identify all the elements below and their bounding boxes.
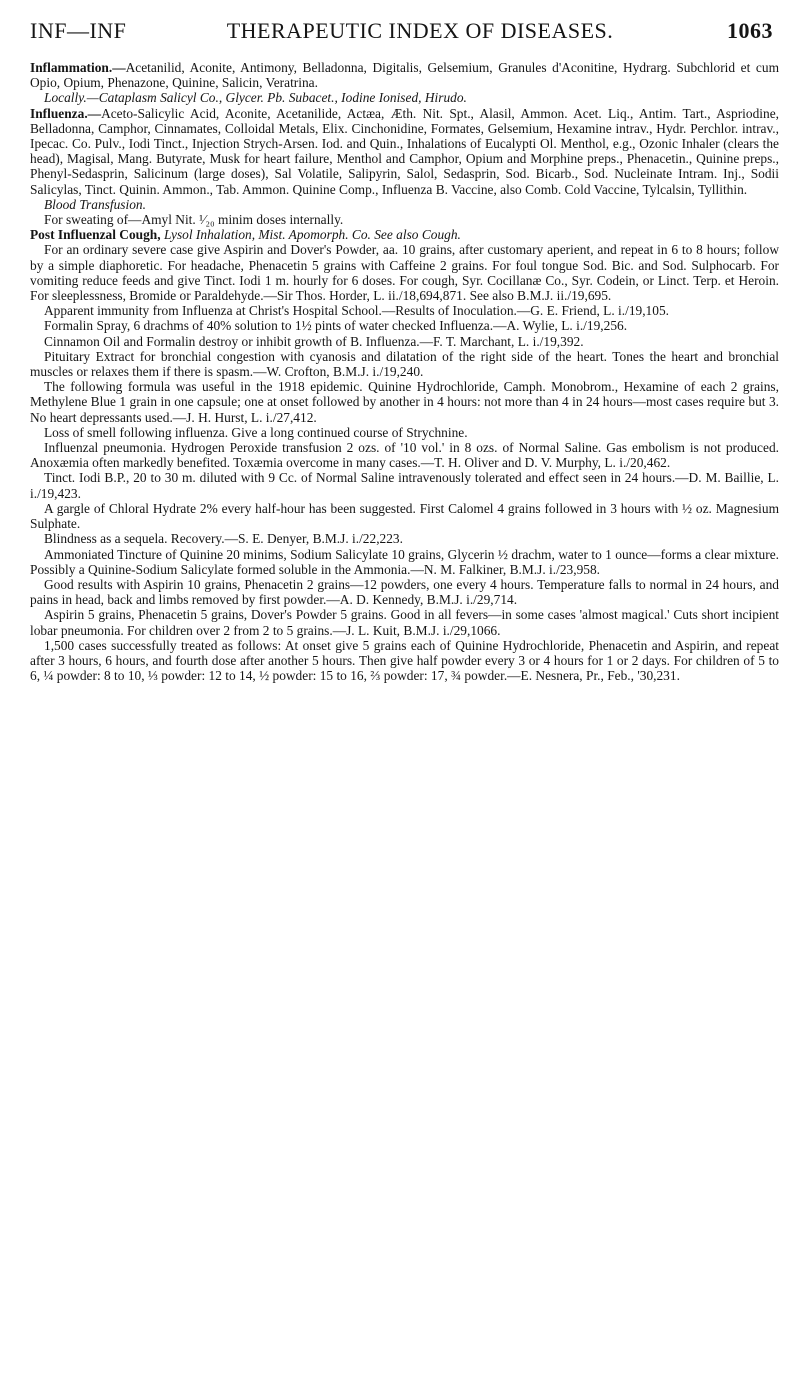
entry-sweating bbox=[30, 212, 779, 227]
entry-paragraph: Tinct. Iodi B.P., 20 to 30 m. diluted with 9 Cc. of Normal Saline intravenously tolerated and effect seen in 24 hours.—D. M. Baillie, L. i./19,423. bbox=[30, 470, 779, 501]
entry-locally bbox=[30, 90, 779, 105]
entry-lead: Locally.— bbox=[44, 90, 99, 106]
entry-paragraph: Formalin Spray, 6 drachms of 40% solution to 1½ pints of water checked Influenza.—A. Wylie, L. i./19,256. bbox=[44, 318, 628, 334]
running-head-title: THERAPEUTIC INDEX OF DISEASES. bbox=[226, 18, 614, 43]
entry-blood-transfusion bbox=[30, 197, 779, 212]
entry-paragraph: For an ordinary severe case give Aspirin and Dover's Powder, aa. 10 grains, after customary aperient, and repeat in 6 to 8 hours; follow by a simple diaphoretic. For headache, Phenacetin 5 grains with Caffeine 2 grains. For foul tongue Sod. Bic. and Sod. Sulphocarb. For vomiting reduce feeds and give Tinct. Iodi 1 m. hourly for 6 doses. For cough, Syr. Cocillanæ Co., Syr. Codein, or Linct. Terp. et Heroin. For sleeplessness, Bromide or Paraldehyde.—Sir Thos. Horder, L. ii./18,694,871. See also B.M.J. ii./19,695. bbox=[30, 242, 779, 304]
page-number: 1063 bbox=[727, 18, 773, 43]
entry-paragraph: Good results with Aspirin 10 grains, Phenacetin 2 grains—12 powders, one every 4 hours. Temperature falls to normal in 24 hours, and pains in head, back and limbs removed by first powder.—A. D. Kennedy, B.M.J. i./29,714. bbox=[30, 576, 779, 608]
entry-paragraph: A gargle of Chloral Hydrate 2% every half-hour has been suggested. First Calomel 4 grains followed in 3 hours with ½ oz. Magnesium Sulphate. bbox=[30, 500, 779, 532]
entry-text: Aceto-Salicylic Acid, Aconite, Acetanilide, Actæa, Æth. Nit. Spt., Alasil, Ammon. Acet. Liq., Antim. Tart., Aspriodine, Belladonna, Camphor, Cinnamates, Colloidal Metals, Elix. Cinchonidine, Formates, Gelsemium, Hexamine intrav., Hydr. Perchlor. intrav., Ipecac. Co. Pulv., Iodi Tinct., Injection Strych-Arsen. Iod. and Quin., Inhalations of Eucalypti Ol. Menthol, e.g., Ozonic Inhaler (clears the head), Magisal, Mang. Butyrate, Musk for heart failure, Menthol and Camphor, Opium and Morphine preps., Phenacetin., Quinine preps., Phenyl-Sedasprin, Salicinum (large doses), Sal Volatile, Salipyrin, Salol, Sedasprin, Sod. Bicarb., Sod. Nucleinate Intram. Inj., Sodii Salicylas, Tinct. Quinin. Ammon., Tab. Ammon. Quinine Comp., Influenza B. Vaccine, also Comb. Cold Vaccine, Tylcalsin, Tyllithin. bbox=[30, 105, 779, 197]
entry-lead: Blood Transfusion. bbox=[44, 196, 146, 212]
running-head bbox=[30, 18, 779, 48]
entry-paragraph: Influenzal pneumonia. Hydrogen Peroxide transfusion 2 ozs. of '10 vol.' in 8 ozs. of Normal Saline. Gas embolism is not produced. Anoxæmia often markedly benefited. Toxæmia overcome in many cases.—T. H. Oliver and D. V. Murphy, L. i./20,462. bbox=[30, 440, 779, 471]
index-body bbox=[30, 60, 779, 683]
entry-text: Acetanilid, Aconite, Antimony, Belladonna, Digitalis, Gelsemium, Granules d'Aconitine, Hydrarg. Subchlorid et cum Opio, Opium, Phenazone, Quinine, Salicin, Veratrina. bbox=[30, 60, 779, 91]
entry-paragraph: Apparent immunity from Influenza at Christ's Hospital School.—Results of Inoculation.—G. E. Friend, L. i./19,105. bbox=[44, 303, 669, 319]
entry-paragraph: Cinnamon Oil and Formalin destroy or inhibit growth of B. Influenza.—F. T. Marchant, L. i./19,392. bbox=[44, 333, 584, 349]
entry-paragraph: Blindness as a sequela. Recovery.—S. E. Denyer, B.M.J. i./22,223. bbox=[44, 531, 403, 547]
entry-post-influenzal-cough bbox=[30, 227, 779, 242]
entry-paragraph: Aspirin 5 grains, Phenacetin 5 grains, Dover's Powder 5 grains. Good in all fevers—in some cases 'almost magical.' Cuts short incipient lobar pneumonia. For children over 2 from 2 to 5 grains.—J. L. Kuit, B.M.J. i./29,1066. bbox=[30, 607, 779, 638]
entry-influenza bbox=[30, 106, 779, 197]
running-head-left: INF—INF bbox=[30, 18, 127, 43]
entry-paragraph: Pituitary Extract for bronchial congestion with cyanosis and dilatation of the right side of the heart. Tones the heart and bronchial muscles or relaxes them if there is spasm.—W. Crofton, B.M.J. i./19,240. bbox=[30, 348, 779, 380]
entry-paragraph: 1,500 cases successfully treated as follows: At onset give 5 grains each of Quinine Hydrochloride, Phenacetin and Aspirin, and repeat after 3 hours, 6 hours, and fourth dose after another 5 hours. Then give half powder every 3 or 4 hours for 1 or 2 days. For children of 5 to 6, ¼ powder: 8 to 10, ⅓ powder: 12 to 14, ½ powder: 15 to 16, ⅔ powder: 17, ¾ powder.—E. Nesnera, Pr., Feb., '30,231. bbox=[30, 637, 779, 684]
entry-heading: Post Influenzal Cough, bbox=[30, 227, 161, 243]
entry-paragraph: Loss of smell following influenza. Give a long continued course of Strychnine. bbox=[44, 424, 468, 440]
entry-text: Lysol Inhalation, Mist. Apomorph. Co. See also Cough. bbox=[163, 227, 461, 243]
entry-text: For sweating of—Amyl Nit. ¹⁄₂₀ minim doses internally. bbox=[44, 212, 344, 228]
entry-heading: Influenza.— bbox=[30, 105, 102, 121]
entry-paragraph: The following formula was useful in the 1918 epidemic. Quinine Hydrochloride, Camph. Monobrom., Hexamine of each 2 grains, Methylene Blue 1 grain in one capsule; one at onset followed by another in 4 hours: not more than 4 in 24 hours—most cases require but 3. No heart depressants used.—J. H. Hurst, L. i./27,412. bbox=[30, 379, 779, 425]
entry-paragraph: Ammoniated Tincture of Quinine 20 minims, Sodium Salicylate 10 grains, Glycerin ½ drachm, water to 1 ounce—forms a clear mixture. Possibly a Quinine-Sodium Salicylate formed soluble in the Ammonia.—N. M. Falkiner, B.M.J. i./23,958. bbox=[30, 546, 779, 577]
entry-heading: Inflammation.— bbox=[30, 60, 126, 75]
entry-inflammation bbox=[30, 60, 779, 90]
entry-text: Cataplasm Salicyl Co., Glycer. Pb. Subacet., Iodine Ionised, Hirudo. bbox=[98, 90, 467, 106]
